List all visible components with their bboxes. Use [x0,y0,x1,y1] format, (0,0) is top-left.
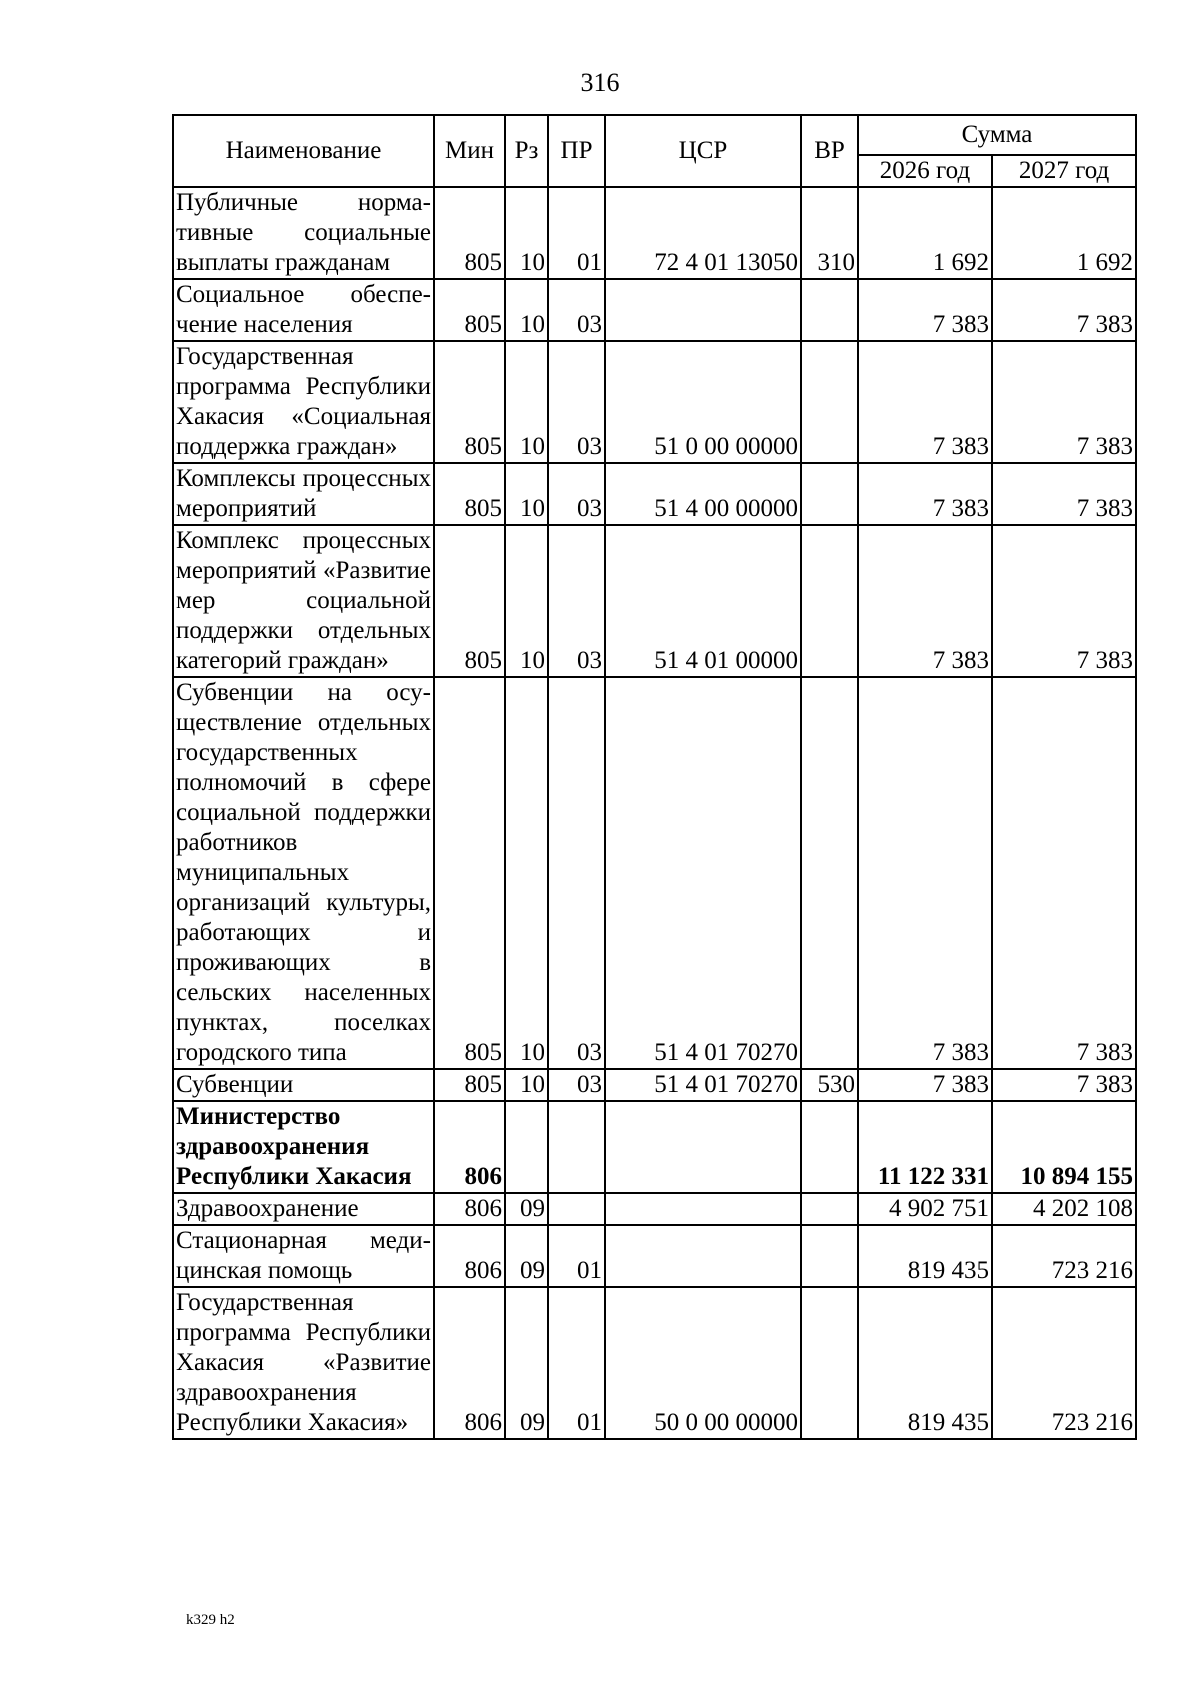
header-csr: ЦСР [605,115,801,187]
row-sum-2026: 7 383 [858,525,992,677]
row-rz: 09 [505,1193,548,1225]
row-csr: 51 0 00 00000 [605,341,801,463]
row-vr: 530 [801,1069,858,1101]
header-min: Мин [434,115,505,187]
row-min: 805 [434,677,505,1069]
row-pr: 03 [548,463,605,525]
row-pr: 01 [548,187,605,279]
row-sum-2026: 7 383 [858,463,992,525]
row-rz: 09 [505,1225,548,1287]
row-min: 805 [434,341,505,463]
row-vr [801,1287,858,1439]
row-vr [801,463,858,525]
row-vr [801,1225,858,1287]
row-min: 805 [434,463,505,525]
row-rz: 10 [505,463,548,525]
row-name: Стационарная медицинская помощь [173,1225,434,1287]
table-row [173,187,1136,279]
row-sum-2026: 7 383 [858,677,992,1069]
header-year-2026: 2026 год [858,155,992,187]
row-csr: 51 4 01 00000 [605,525,801,677]
table-header [173,115,1136,187]
row-min: 805 [434,279,505,341]
table-row [173,677,1136,1069]
page-number: 316 [580,68,620,97]
row-rz: 10 [505,525,548,677]
table-row [173,1225,1136,1287]
row-rz [505,1101,548,1193]
row-min: 806 [434,1287,505,1439]
row-rz: 10 [505,187,548,279]
row-csr: 50 0 00 00000 [605,1287,801,1439]
row-sum-2026: 7 383 [858,279,992,341]
row-vr [801,341,858,463]
row-sum-2027: 7 383 [992,525,1136,677]
row-sum-2027: 4 202 108 [992,1193,1136,1225]
row-name: Публичные нормативные социальные выплаты гражданам [173,187,434,279]
header-pr: ПР [548,115,605,187]
row-rz: 10 [505,279,548,341]
header-sum: Сумма [858,115,1136,155]
row-min: 805 [434,187,505,279]
row-sum-2027: 7 383 [992,463,1136,525]
row-vr: 310 [801,187,858,279]
header-vr: ВР [801,115,858,187]
table-row [173,1101,1136,1193]
row-csr: 51 4 01 70270 [605,1069,801,1101]
row-sum-2027: 1 692 [992,187,1136,279]
row-sum-2027: 723 216 [992,1225,1136,1287]
row-pr: 03 [548,1069,605,1101]
table-row [173,1069,1136,1101]
row-vr [801,525,858,677]
row-csr: 72 4 01 13050 [605,187,801,279]
row-min: 805 [434,1069,505,1101]
header-rz: Рз [505,115,548,187]
row-sum-2026: 819 435 [858,1287,992,1439]
row-vr [801,1101,858,1193]
row-sum-2027: 7 383 [992,279,1136,341]
row-vr [801,279,858,341]
footer-code: k329 h2 [186,1612,235,1628]
row-sum-2027: 10 894 155 [992,1101,1136,1193]
header-year-2027: 2027 год [992,155,1136,187]
table-row [173,463,1136,525]
row-rz: 10 [505,341,548,463]
table-row [173,1193,1136,1225]
row-pr: 03 [548,341,605,463]
row-sum-2026: 11 122 331 [858,1101,992,1193]
row-min: 805 [434,525,505,677]
row-vr [801,1193,858,1225]
row-sum-2026: 1 692 [858,187,992,279]
row-pr: 01 [548,1287,605,1439]
row-name: Социальное обеспечение населения [173,279,434,341]
row-name: Здравоохранение [173,1193,434,1225]
row-pr: 03 [548,677,605,1069]
row-name: Комплекс процессных мероприятий «Развитие мер социальной поддержки отдельных категорий граждан» [173,525,434,677]
table-row [173,525,1136,677]
row-sum-2026: 4 902 751 [858,1193,992,1225]
row-csr: 51 4 01 70270 [605,677,801,1069]
budget-table [172,114,1137,1440]
row-rz: 10 [505,677,548,1069]
row-sum-2026: 819 435 [858,1225,992,1287]
row-rz: 10 [505,1069,548,1101]
row-pr: 03 [548,525,605,677]
row-sum-2027: 723 216 [992,1287,1136,1439]
row-sum-2027: 7 383 [992,1069,1136,1101]
row-min: 806 [434,1225,505,1287]
row-name: Государственная программа Республики Хакасия «Социальная поддержка граждан» [173,341,434,463]
row-min: 806 [434,1101,505,1193]
row-name: Комплексы процессных мероприятий [173,463,434,525]
row-name: Субвенции [173,1069,434,1101]
row-sum-2026: 7 383 [858,1069,992,1101]
row-sum-2027: 7 383 [992,677,1136,1069]
row-name: Министерство здравоохранения Республики Хакасия [173,1101,434,1193]
row-csr [605,1101,801,1193]
row-pr [548,1101,605,1193]
row-sum-2026: 7 383 [858,341,992,463]
row-sum-2027: 7 383 [992,341,1136,463]
row-csr: 51 4 00 00000 [605,463,801,525]
row-vr [801,677,858,1069]
row-rz: 09 [505,1287,548,1439]
row-name: Государственная программа Республики Хакасия «Развитие здравоохранения Республики Хакасия» [173,1287,434,1439]
table-body [173,187,1136,1439]
row-csr [605,1193,801,1225]
table-row [173,341,1136,463]
row-pr: 03 [548,279,605,341]
row-pr [548,1193,605,1225]
row-pr: 01 [548,1225,605,1287]
row-csr [605,279,801,341]
row-min: 806 [434,1193,505,1225]
row-name: Субвенции на осуществление отдельных государственных полномочий в сфере социальной поддержки работников муниципальных организаций культуры, работающих и проживающих в сельских населенных пунктах, поселках городского типа [173,677,434,1069]
row-csr [605,1225,801,1287]
table-row [173,279,1136,341]
header-name: Наименование [173,115,434,187]
table-row [173,1287,1136,1439]
